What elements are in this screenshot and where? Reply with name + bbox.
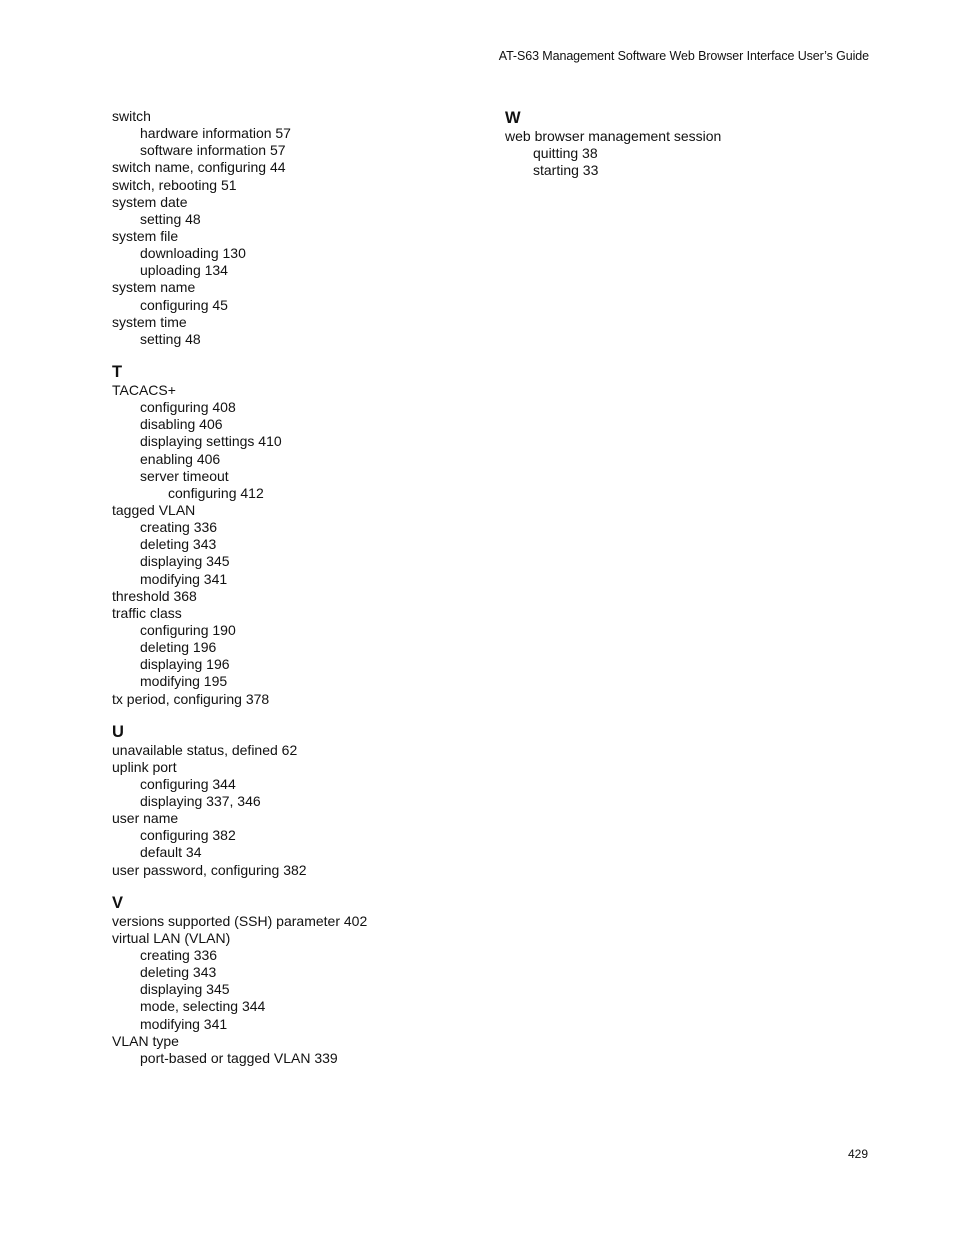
index-subentry: displaying 337, 346 [140, 793, 261, 810]
index-subentry: displaying 345 [140, 981, 230, 998]
index-subentry: modifying 341 [140, 570, 228, 587]
index-entry: VLAN type [112, 1032, 179, 1049]
index-column-left [112, 108, 472, 1067]
index-entry: tagged VLAN [112, 501, 196, 518]
index-subentry: hardware information 57 [140, 125, 291, 142]
index-subentry: deleting 196 [140, 639, 217, 656]
index-entry: virtual LAN (VLAN) [112, 929, 231, 946]
index-subentry: modifying 195 [140, 673, 228, 690]
index-subentry: setting 48 [140, 210, 201, 227]
index-subentry: creating 336 [140, 947, 218, 964]
index-entry: switch name, configuring 44 [112, 159, 286, 176]
index-subentry: mode, selecting 344 [140, 998, 266, 1015]
index-subentry: software information 57 [140, 142, 286, 159]
index-subentry: server timeout [140, 467, 229, 484]
index-subentry: downloading 130 [140, 245, 246, 262]
index-subentry: default 34 [140, 844, 202, 861]
index-subentry: port-based or tagged VLAN 339 [140, 1049, 338, 1066]
index-subentry: uploading 134 [140, 262, 228, 279]
index-entry: web browser management session [505, 128, 722, 144]
index-entry: tx period, configuring 378 [112, 690, 270, 707]
index-entry: user password, configuring 382 [112, 861, 307, 878]
running-header: AT-S63 Management Software Web Browser Interface User’s Guide [498, 49, 869, 63]
index-section-letter: T [112, 362, 123, 381]
index-entry: system file [112, 227, 179, 244]
index-subentry: deleting 343 [140, 536, 217, 553]
index-entry: versions supported (SSH) parameter 402 [112, 912, 368, 929]
index-entry: system time [112, 313, 187, 330]
index-entry: traffic class [112, 604, 182, 621]
index-entry: TACACS+ [112, 381, 176, 398]
index-entry: system name [112, 279, 196, 296]
index-subentry: modifying 341 [140, 1015, 228, 1032]
index-section-letter: W [505, 109, 521, 127]
index-subentry: creating 336 [140, 519, 218, 536]
index-column-right [505, 108, 865, 179]
index-subentry: configuring 45 [140, 296, 228, 313]
index-subentry: quitting 38 [533, 145, 598, 162]
page-number: 429 [847, 1147, 868, 1161]
index-entry: user name [112, 810, 179, 827]
index-subentry: deleting 343 [140, 964, 217, 981]
index-subentry: displaying 196 [140, 656, 230, 673]
index-subentry: displaying 345 [140, 553, 230, 570]
index-section-letter: U [112, 722, 124, 741]
index-subentry: configuring 190 [140, 621, 236, 638]
index-subentry: configuring 382 [140, 827, 236, 844]
index-entry: threshold 368 [112, 587, 197, 604]
index-entry: unavailable status, defined 62 [112, 741, 298, 758]
index-subentry: configuring 412 [168, 484, 264, 501]
index-entry: uplink port [112, 758, 177, 775]
index-subentry: configuring 344 [140, 775, 236, 792]
index-subentry: configuring 408 [140, 399, 236, 416]
index-entry: switch, rebooting 51 [112, 176, 237, 193]
index-entry: system date [112, 193, 188, 210]
index-section-letter: V [112, 893, 124, 912]
index-subentry: setting 48 [140, 330, 201, 347]
index-subentry: starting 33 [533, 162, 599, 179]
index-subentry: displaying settings 410 [140, 433, 282, 450]
index-entry: switch [112, 108, 151, 124]
index-subentry: disabling 406 [140, 416, 223, 433]
index-subentry: enabling 406 [140, 450, 221, 467]
